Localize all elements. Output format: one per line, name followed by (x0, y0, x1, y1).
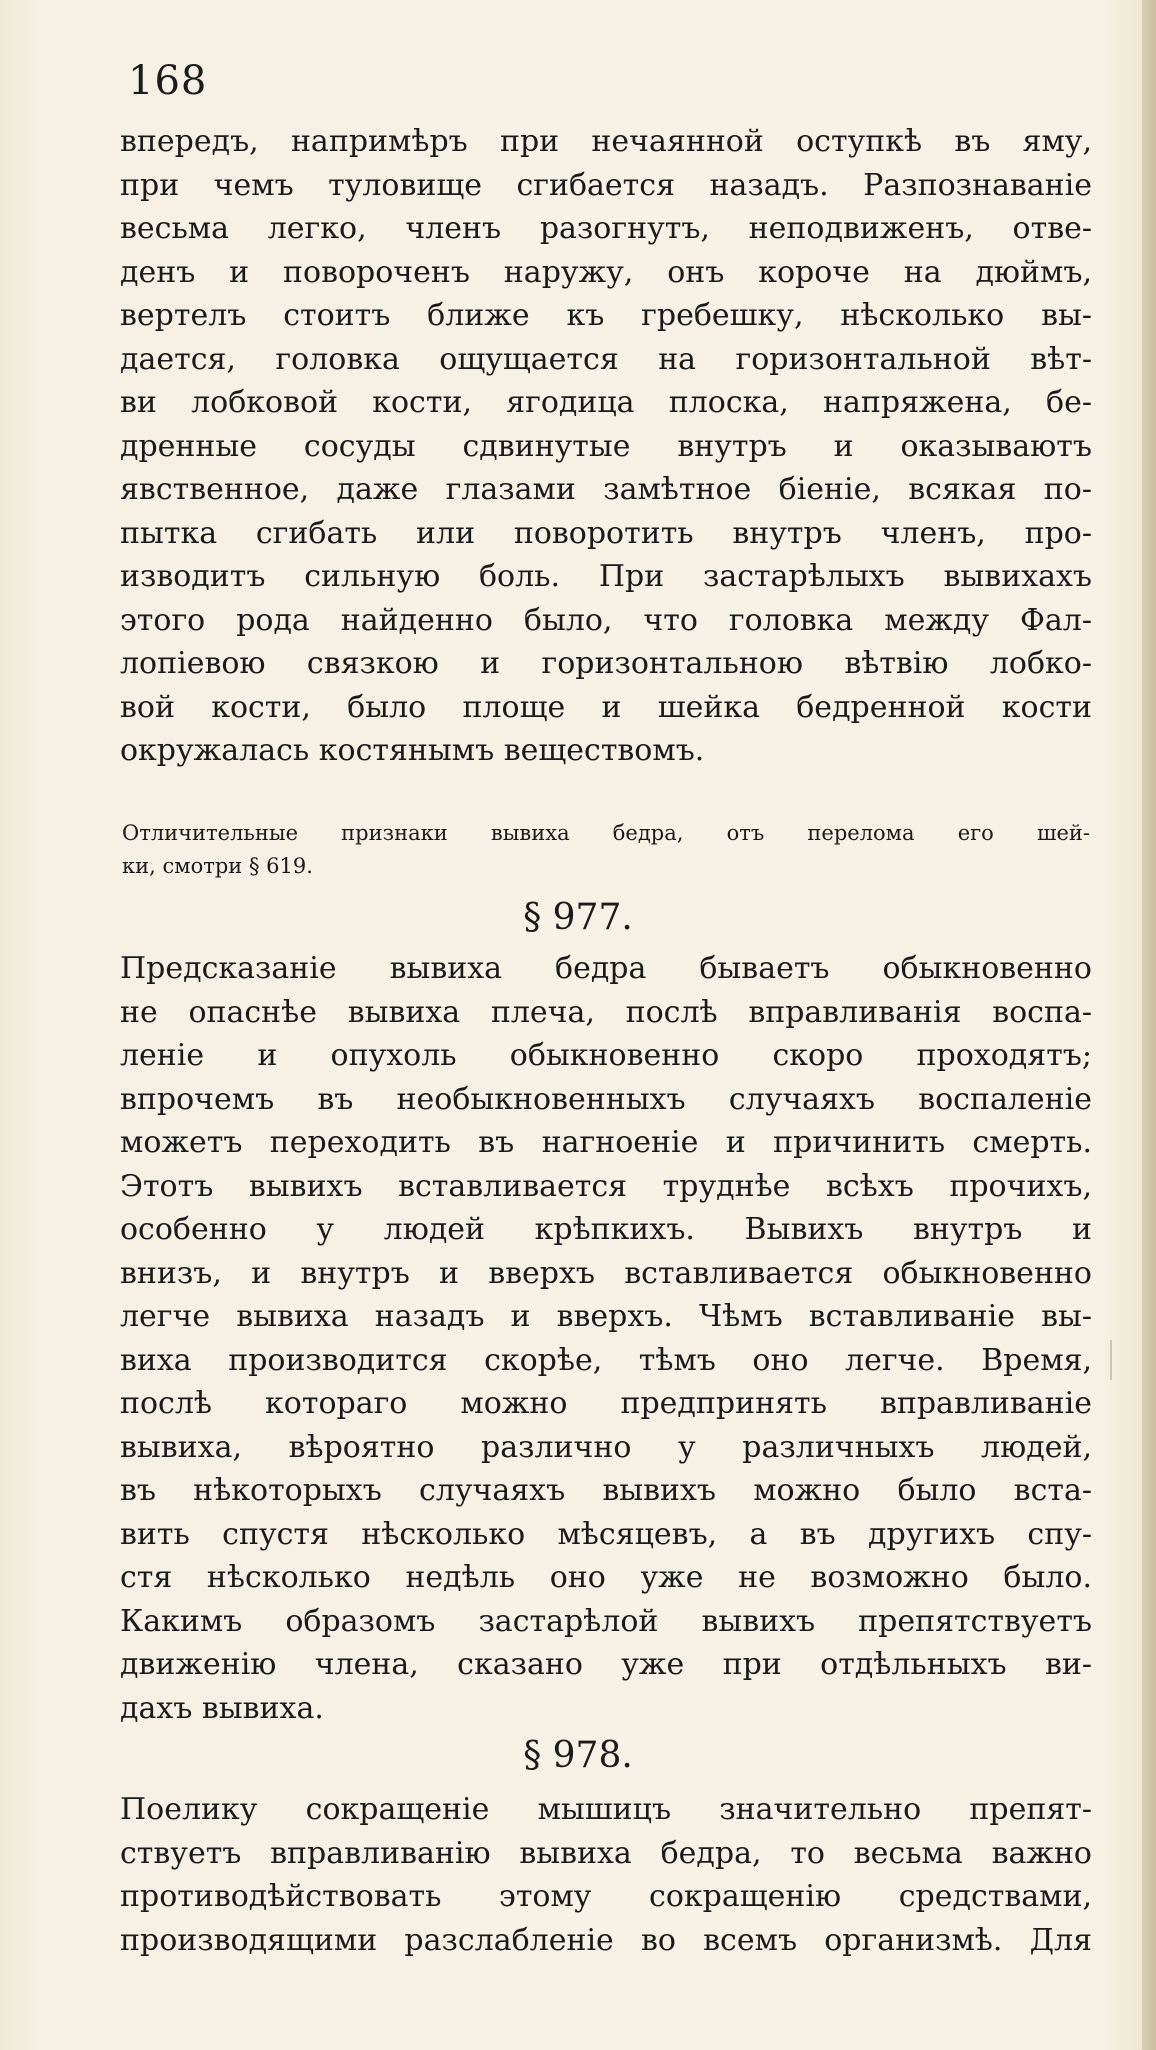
section-heading-977: § 977. (523, 897, 633, 938)
text-line: вить спустя нѣсколько мѣсяцевъ, а въ другихъ спу- (120, 1516, 1092, 1552)
text-line: Поелику сокращеніе мышицъ значительно препят- (120, 1792, 1092, 1827)
text-line: дахъ вывиха. (120, 1690, 324, 1726)
text-line: стя нѣсколько недѣль оно уже не возможно было. (120, 1560, 1092, 1595)
text-line: ствуетъ вправливанію вывиха бедра, то весьма важно (120, 1835, 1092, 1871)
note-line: Отличительные признаки вывиха бедра, отъ перелома его шей- (122, 821, 1090, 845)
text-line: производящими разслабленіе во всемъ организмѣ. Для (120, 1922, 1092, 1958)
text-line: Этотъ вывихъ вставливается труднѣе всѣхъ прочихъ, (120, 1168, 1092, 1204)
text-line: дается, головка ощущается на горизонтальной вѣт- (120, 341, 1092, 377)
text-line: особенно у людей крѣпкихъ. Вывихъ внутръ и (120, 1212, 1092, 1247)
text-line: вывиха, вѣроятно различно у различныхъ людей, (120, 1429, 1092, 1465)
text-line: можетъ переходить въ нагноеніе и причинить смерть. (120, 1125, 1092, 1160)
text-line: леніе и опухоль обыкновенно скоро проходятъ; (120, 1038, 1092, 1073)
text-line: пытка сгибать или поворотить внутръ членъ, про- (120, 515, 1092, 551)
text-line: дренные сосуды сдвинутые внутръ и оказываютъ (120, 428, 1092, 464)
text-line: вертелъ стоитъ ближе къ гребешку, нѣсколько вы- (120, 298, 1092, 333)
text-line: этого рода найденно было, что головка между Фал- (120, 602, 1092, 638)
footnote (122, 817, 1090, 883)
note-line: ки, смотри § 619. (122, 854, 313, 878)
text-line: движенію члена, сказано уже при отдѣльныхъ ви- (120, 1647, 1092, 1682)
text-line: впередъ, напримѣръ при нечаянной оступкѣ въ яму, (120, 124, 1092, 159)
section-heading-978: § 978. (523, 1735, 633, 1776)
text-line: не опаснѣе вывиха плеча, послѣ вправливанія воспа- (120, 994, 1092, 1030)
margin-mark (1110, 1340, 1112, 1380)
text-line: легче вывиха назадъ и вверхъ. Чѣмъ вставливаніе вы- (120, 1299, 1092, 1334)
text-line: виха производится скорѣе, тѣмъ оно легче. Время, (120, 1342, 1092, 1378)
section-977-text (120, 947, 1092, 1730)
section-978-text (120, 1788, 1092, 1962)
text-line: явственное, даже глазами замѣтное біеніе, всякая по- (120, 472, 1092, 507)
text-line: Какимъ образомъ застарѣлой вывихъ препятствуетъ (120, 1603, 1092, 1639)
text-line: при чемъ туловище сгибается назадъ. Разпознаваніе (120, 167, 1092, 203)
paragraph-1 (120, 120, 1092, 773)
text-line: въ нѣкоторыхъ случаяхъ вывихъ можно было вста- (120, 1473, 1092, 1508)
text-line: ви лобковой кости, ягодица плоска, напряжена, бе- (120, 385, 1092, 420)
text-line: внизъ, и внутръ и вверхъ вставливается обыкновенно (120, 1255, 1092, 1291)
page-number: 168 (128, 58, 208, 104)
text-line: окружалась костянымъ веществомъ. (120, 733, 705, 768)
text-line: Предсказаніе вывиха бедра бываетъ обыкновенно (120, 951, 1092, 986)
text-line: изводитъ сильную боль. При застарѣлыхъ вывихахъ (120, 559, 1092, 594)
text-line: весьма легко, членъ разогнутъ, неподвиженъ, отве- (120, 211, 1092, 246)
text-line: впрочемъ въ необыкновенныхъ случаяхъ воспаленіе (120, 1081, 1092, 1117)
text-line: послѣ котораго можно предпринять вправливаніе (120, 1386, 1092, 1421)
text-line: денъ и повороченъ наружу, онъ короче на дюймъ, (120, 254, 1092, 290)
text-line: противодѣйствовать этому сокращенію средствами, (120, 1879, 1092, 1914)
text-line: лопіевою связкою и горизонтальною вѣтвію лобко- (120, 646, 1092, 681)
text-line: вой кости, было площе и шейка бедренной кости (120, 689, 1092, 725)
